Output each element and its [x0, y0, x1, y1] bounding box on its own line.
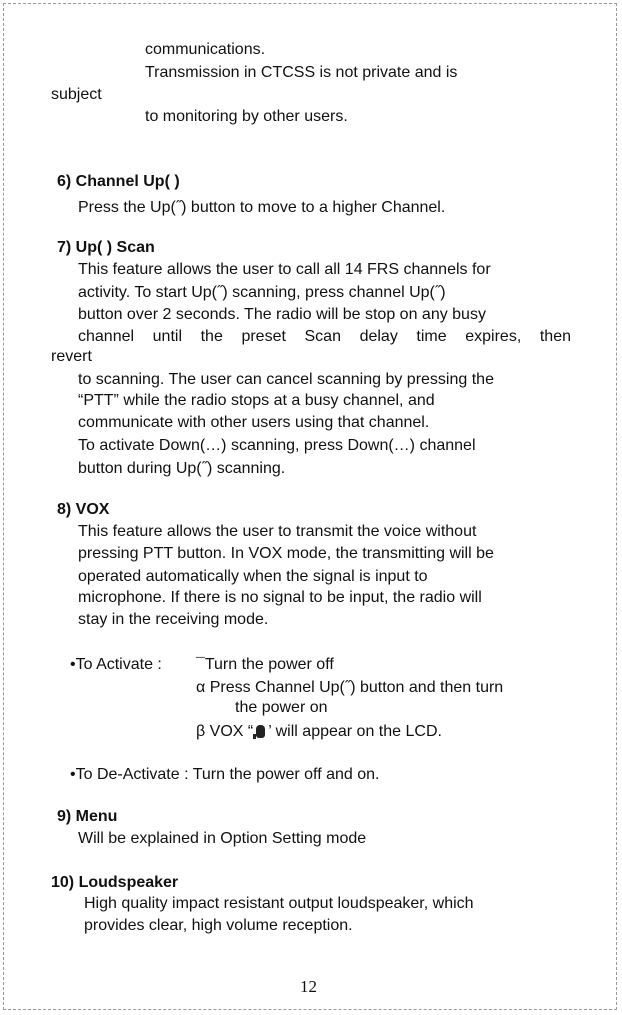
section-6-line-1: Press the Up(˝) button to move to a higher Channel.: [78, 199, 446, 216]
word: preset: [241, 328, 286, 345]
section-8-line-2: pressing PTT button. In VOX mode, the transmitting will be: [78, 545, 494, 562]
intro-line-3: subject: [51, 86, 102, 103]
section-10-heading: 10) Loudspeaker: [51, 874, 179, 891]
section-7-line-2: activity. To start Up(˝) scanning, press channel Up(˝): [78, 284, 446, 301]
section-7-line-10: button during Up(˝) scanning.: [78, 460, 286, 477]
word: channel: [78, 328, 135, 345]
section-7-line-4: [78, 327, 571, 347]
section-8-heading: 8) VOX: [57, 501, 110, 518]
section-7-line-6: to scanning. The user can cancel scanning by pressing the: [78, 371, 494, 388]
vox-activate-step-2: α Press Channel Up(˝) button and then turn: [196, 679, 504, 696]
intro-line-2: Transmission in CTCSS is not private and is: [145, 64, 458, 81]
section-9-heading: 9) Menu: [57, 808, 118, 825]
page-number: 12: [300, 977, 317, 996]
section-9-line-1: Will be explained in Option Setting mode: [78, 830, 367, 847]
section-8-line-1: This feature allows the user to transmit the voice without: [78, 523, 477, 540]
section-10-line-1: High quality impact resistant output loudspeaker, which: [84, 895, 474, 912]
vox-step-3-text-a: β VOX “: [196, 723, 254, 740]
manual-page: [3, 3, 617, 1010]
section-6-heading: 6) Channel Up( ): [57, 173, 180, 190]
vox-activate-step-3: [196, 722, 442, 742]
section-8-line-5: stay in the receiving mode.: [78, 611, 269, 628]
word: expires,: [465, 328, 522, 345]
section-7-line-7: “PTT” while the radio stops at a busy channel, and: [78, 392, 435, 409]
section-7-line-1: This feature allows the user to call all 14 FRS channels for: [78, 261, 491, 278]
section-7-line-5: revert: [51, 348, 92, 365]
word: time: [416, 328, 447, 345]
vox-step-3-text-b: ’ will appear on the LCD.: [268, 723, 442, 740]
section-7-heading: 7) Up( ) Scan: [57, 239, 155, 256]
word: until: [152, 328, 182, 345]
word: the: [200, 328, 223, 345]
word: delay: [359, 328, 398, 345]
word: Scan: [304, 328, 341, 345]
vox-lcd-icon: [256, 725, 265, 738]
word: then: [539, 328, 571, 345]
intro-line-1: communications.: [145, 41, 266, 58]
section-7-line-8: communicate with other users using that channel.: [78, 414, 430, 431]
section-8-line-3: operated automatically when the signal is input to: [78, 568, 428, 585]
section-7-line-9: To activate Down(…) scanning, press Down(…) channel: [78, 437, 476, 454]
section-10-line-2: provides clear, high volume reception.: [84, 917, 353, 934]
section-7-line-3: button over 2 seconds. The radio will be stop on any busy: [78, 306, 486, 323]
vox-activate-label: •To Activate :: [70, 656, 162, 673]
intro-line-4: to monitoring by other users.: [145, 108, 348, 125]
vox-activate-step-1: ¯Turn the power off: [196, 656, 334, 673]
vox-deactivate: •To De-Activate : Turn the power off and on.: [70, 766, 380, 783]
section-8-line-4: microphone. If there is no signal to be input, the radio will: [78, 589, 482, 606]
vox-activate-step-2b: the power on: [235, 699, 328, 716]
